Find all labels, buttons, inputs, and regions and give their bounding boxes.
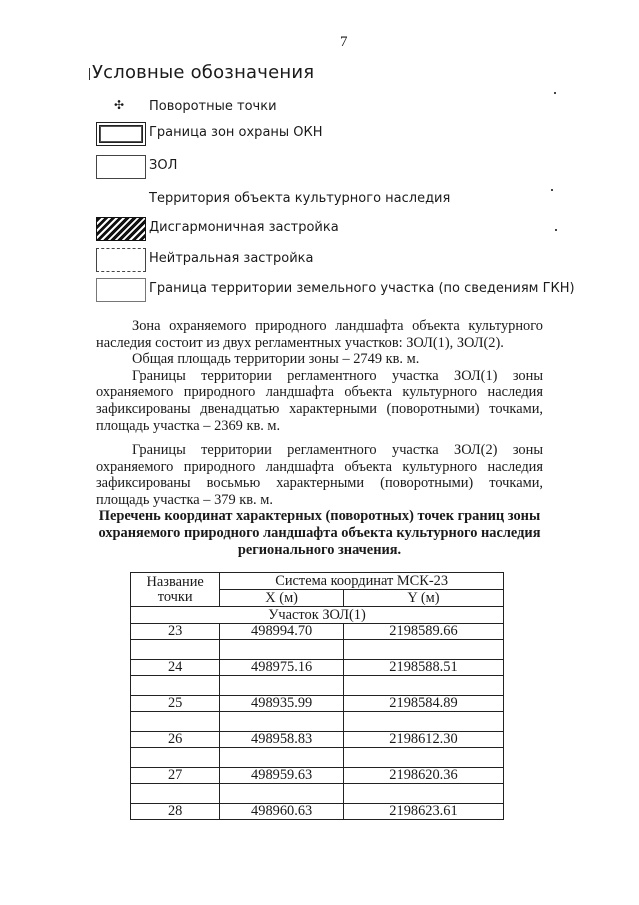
table-spacer-row <box>131 640 504 660</box>
cell-x: 498958.83 <box>220 732 344 748</box>
legend-item-okn-territory <box>0 188 639 214</box>
cell-point-name: 24 <box>131 660 220 676</box>
okn-boundary-swatch <box>96 122 146 146</box>
paragraph: Границы территории регламентного участка ЗОЛ(1) зоны охраняемого природного ландшафта объекта культурного наследия зафиксированы двенадцатью характерными (поворотными) точками, площадь участка – 2369 кв. м. <box>96 367 543 434</box>
cell-x: 498994.70 <box>220 624 344 640</box>
legend-item-turning-points <box>0 96 639 122</box>
section-label: Участок ЗОЛ(1) <box>131 607 504 624</box>
table-row <box>131 768 504 784</box>
paragraph: Границы территории регламентного участка ЗОЛ(2) зоны охраняемого природного ландшафта объекта культурного наследия зафиксированы восьмью характерными (поворотными) точками, площадь участка – 379 кв. м. <box>96 442 543 508</box>
header-x: X (м) <box>220 590 344 607</box>
cell-y: 2198584.89 <box>343 696 503 712</box>
body-text <box>96 318 543 509</box>
cell-y: 2198612.30 <box>343 732 503 748</box>
legend-label: Поворотные точки <box>149 99 277 114</box>
legend-label: Граница территории земельного участка (по сведениям ГКН) <box>149 281 575 296</box>
cell-point-name: 23 <box>131 624 220 640</box>
scan-mark <box>89 68 90 80</box>
legend-label: ЗОЛ <box>149 158 178 173</box>
table-spacer-row <box>131 748 504 768</box>
table-title: Перечень координат характерных (поворотных) точек границ зоны охраняемого природного ландшафта объекта культурного наследия регионального значения. <box>98 508 541 558</box>
table-spacer-row <box>131 784 504 804</box>
header-point-name: Название точки <box>131 573 220 607</box>
neutral-swatch <box>96 248 146 272</box>
legend-title: Условные обозначения <box>92 62 315 83</box>
legend-item-disharmonious <box>0 217 639 243</box>
legend-item-neutral <box>0 248 639 274</box>
turning-point-icon: ✣ <box>113 98 125 112</box>
cell-point-name: 28 <box>131 804 220 820</box>
legend-label: Территория объекта культурного наследия <box>149 191 451 206</box>
table-section-row <box>131 607 504 624</box>
legend-label: Дисгармоничная застройка <box>149 220 339 235</box>
table-row <box>131 696 504 712</box>
table-row <box>131 804 504 820</box>
paragraph: Общая площадь территории зоны – 2749 кв. м. <box>132 351 420 368</box>
table-row <box>131 660 504 676</box>
legend-item-zol <box>0 155 639 181</box>
cell-x: 498935.99 <box>220 696 344 712</box>
gkn-boundary-swatch <box>96 278 146 302</box>
cell-y: 2198620.36 <box>343 768 503 784</box>
cell-x: 498959.63 <box>220 768 344 784</box>
table-row <box>131 624 504 640</box>
zol-swatch <box>96 155 146 179</box>
cell-y: 2198623.61 <box>343 804 503 820</box>
coordinates-table <box>130 572 504 820</box>
cell-point-name: 27 <box>131 768 220 784</box>
cell-point-name: 26 <box>131 732 220 748</box>
legend-label: Нейтральная застройка <box>149 251 314 266</box>
cell-y: 2198588.51 <box>343 660 503 676</box>
page-number: 7 <box>340 34 348 50</box>
table-spacer-row <box>131 676 504 696</box>
header-coordinate-system: Система координат МСК-23 <box>220 573 504 590</box>
cell-x: 498975.16 <box>220 660 344 676</box>
paragraph: Зона охраняемого природного ландшафта объекта культурного наследия состоит из двух регламентных участков: ЗОЛ(1), ЗОЛ(2). <box>96 318 543 351</box>
disharmonious-swatch <box>96 217 146 241</box>
legend-item-gkn-boundary <box>0 278 639 304</box>
cell-point-name: 25 <box>131 696 220 712</box>
legend-item-okn-boundary <box>0 122 639 148</box>
table-row <box>131 732 504 748</box>
cell-y: 2198589.66 <box>343 624 503 640</box>
table-header-row <box>131 573 504 590</box>
table-spacer-row <box>131 712 504 732</box>
header-y: Y (м) <box>343 590 503 607</box>
legend-label: Граница зон охраны ОКН <box>149 125 323 140</box>
cell-x: 498960.63 <box>220 804 344 820</box>
scan-speck <box>554 92 556 94</box>
